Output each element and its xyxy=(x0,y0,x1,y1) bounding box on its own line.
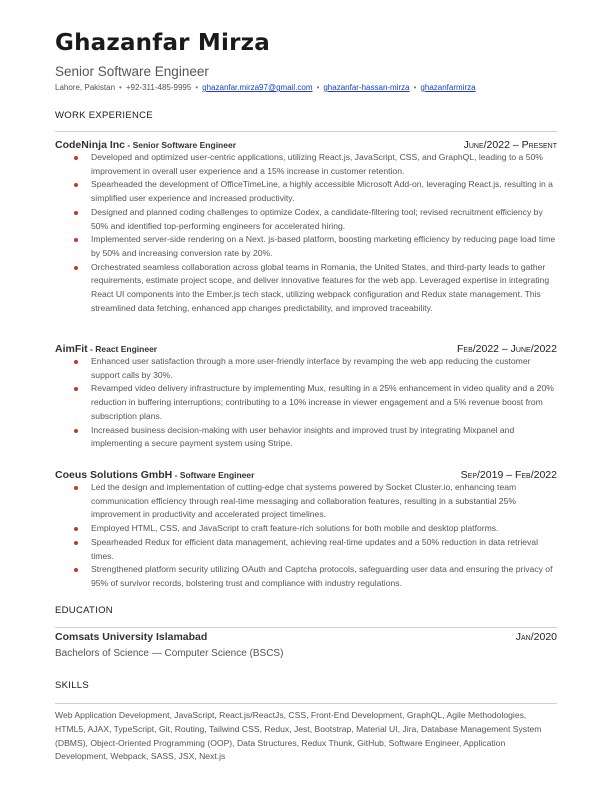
bullet-dot xyxy=(74,568,78,572)
section-title-experience: WORK EXPERIENCE xyxy=(55,110,153,121)
bullet-item xyxy=(55,563,557,590)
skills-list: Web Application Development, JavaScript, React.js/ReactJs, CSS, Front-End Development, GraphQL, Agile Methodologies, HTML5, AJAX, TypeScript, Git, Routing, Tailwind CSS, Redux, Jest, Bootstrap, Material UI, Jira, Database Management System (DBMS), Object-Oriented Programming (OOP), Data Structures, Redux Thunk, GitHub, Software Engineer, Application Development, Webpack, SASS, JSX, Next.js xyxy=(55,710,542,762)
bullet-item xyxy=(55,382,557,423)
bullet-text: Strengthened platform security utilizing OAuth and Captcha protocols, safeguarding user data and ensuring the privacy of 95% of survivor records, bolstering trust and compliance with industry regulations. xyxy=(91,564,553,588)
company-name: Coeus Solutions GmbH xyxy=(55,469,173,481)
degree-text: Bachelors of Science — Computer Science (BSCS) xyxy=(55,648,284,659)
bullet-item xyxy=(55,233,557,260)
bullet-item xyxy=(55,536,557,563)
separator-dot: • xyxy=(413,83,417,92)
bullet-item xyxy=(55,178,557,205)
candidate-title: Senior Software Engineer xyxy=(55,64,209,79)
bullet-dot xyxy=(74,541,78,545)
job-entry-aimfit xyxy=(55,339,557,451)
bullet-text: Employed HTML, CSS, and JavaScript to craft feature-rich solutions for both mobile and desktop platforms. xyxy=(91,523,499,534)
company-name: AimFit xyxy=(55,343,88,355)
bullet-text: Led the design and implementation of cutting-edge chat systems powered by Socket Cluster.io, enhancing team communication efficiency through real-time messaging and collaboration features, resulting in a substantial 25% improvement in productivity and accelerated project timelines. xyxy=(91,482,517,520)
email-link[interactable]: ghazanfar.mirza97@gmail.com xyxy=(202,83,313,92)
phone-text: +92-311-485-9995 xyxy=(125,83,192,92)
job-entry-codeninja xyxy=(55,135,557,315)
bullet-text: Spearheaded the development of OfficeTimeLine, a highly accessible Microsoft Add-on, leveraging React.js, resulting in a simplified user experience and increased productivity. xyxy=(91,179,553,204)
job-entry-coeus xyxy=(55,465,557,591)
section-divider xyxy=(55,627,557,628)
separator-dot: • xyxy=(316,83,320,92)
bullet-dot xyxy=(74,156,78,160)
bullet-text: Enhanced user satisfaction through a more user-friendly interface by revamping the web app reducing the customer support calls by 30%. xyxy=(91,356,531,380)
bullet-dot xyxy=(74,360,78,364)
bullet-text: Developed and optimized user-centric applications, utilizing React.js, JavaScript, CSS, and GraphQL, leading to a 50% improvement in overall user experience and a 15% increase in customer retention. xyxy=(91,152,543,176)
bullet-text: Increased business decision-making with user behavior insights and improved trust by integrating Mixpanel and implementing a secure payment system using Stripe. xyxy=(91,424,515,449)
section-divider xyxy=(55,703,557,704)
school-name: Comsats University Islamabad xyxy=(55,631,208,643)
bullet-dot xyxy=(74,238,78,242)
bullet-text: Implemented server-side rendering on a Next. js-based platform, boosting marketing efficiency by reducing page load time by 50% and increasing conversion rate by 20%. xyxy=(91,234,556,258)
candidate-name: Ghazanfar Mirza xyxy=(55,30,270,56)
bullet-dot xyxy=(74,429,78,433)
job-bullets xyxy=(55,151,557,315)
bullet-item xyxy=(55,522,557,536)
education-dates: Jan/2020 xyxy=(515,631,557,643)
job-role: - React Engineer xyxy=(87,344,158,354)
job-role: - Senior Software Engineer xyxy=(125,140,237,150)
section-title-skills: SKILLS xyxy=(55,680,90,691)
bullet-dot xyxy=(74,211,78,215)
contact-line xyxy=(55,83,476,92)
bullet-item xyxy=(55,151,557,178)
bullet-item xyxy=(55,424,557,451)
bullet-dot xyxy=(74,527,78,531)
bullet-item xyxy=(55,206,557,233)
job-dates: Feb/2022 – June/2022 xyxy=(456,343,557,355)
bullet-dot xyxy=(74,387,78,391)
bullet-text: Orchestrated seamless collaboration across global teams in Romania, the United States, and third-party leads to gather requirements, estimate project scope, and deliver innovative features for the web app. Leveraged expertise in integrating React UI components into the Ember.js tech stack, utilizing webpack configuration and Redux state management. This streamlined data fetching, enhanced app changes predictability, and improved traceability. xyxy=(91,261,550,313)
job-role: - Software Engineer xyxy=(172,470,255,480)
separator-dot: • xyxy=(119,83,122,92)
job-bullets xyxy=(55,481,557,591)
bullet-text: Spearheaded Redux for efficient data management, achieving real-time updates and a 50% reduction in data retrieval times. xyxy=(91,536,538,561)
bullet-item xyxy=(55,355,557,382)
bullet-text: Revamped video delivery infrastructure by implementing Mux, resulting in a 25% enhancement in video quality and a 20% reduction in buffering interruptions; contributing to a 10% increase in viewer engagement and a 5% revenue boost from subscription plans. xyxy=(91,383,554,421)
bullet-item xyxy=(55,481,557,522)
section-title-education: EDUCATION xyxy=(55,605,113,616)
separator-dot: • xyxy=(195,83,199,92)
education-entry xyxy=(55,631,557,659)
location-text: Lahore, Pakistan xyxy=(55,83,116,92)
github-link[interactable]: ghazanfarmirza xyxy=(420,83,476,92)
job-bullets xyxy=(55,355,557,451)
job-dates: June/2022 – Present xyxy=(463,139,557,151)
bullet-text: Designed and planned coding challenges to optimize Codex, a candidate-filtering tool; revised recruitment efficiency by 50% and identified top-performing engineers for accelerated hiring. xyxy=(91,206,543,231)
section-divider xyxy=(55,131,557,132)
job-dates: Sep/2019 – Feb/2022 xyxy=(460,469,557,481)
bullet-dot xyxy=(74,183,78,187)
company-name: CodeNinja Inc xyxy=(55,139,126,151)
linkedin-link[interactable]: ghazanfar-hassan-mirza xyxy=(323,83,410,92)
bullet-dot xyxy=(74,486,78,490)
bullet-item xyxy=(55,261,557,316)
bullet-dot xyxy=(74,266,78,270)
